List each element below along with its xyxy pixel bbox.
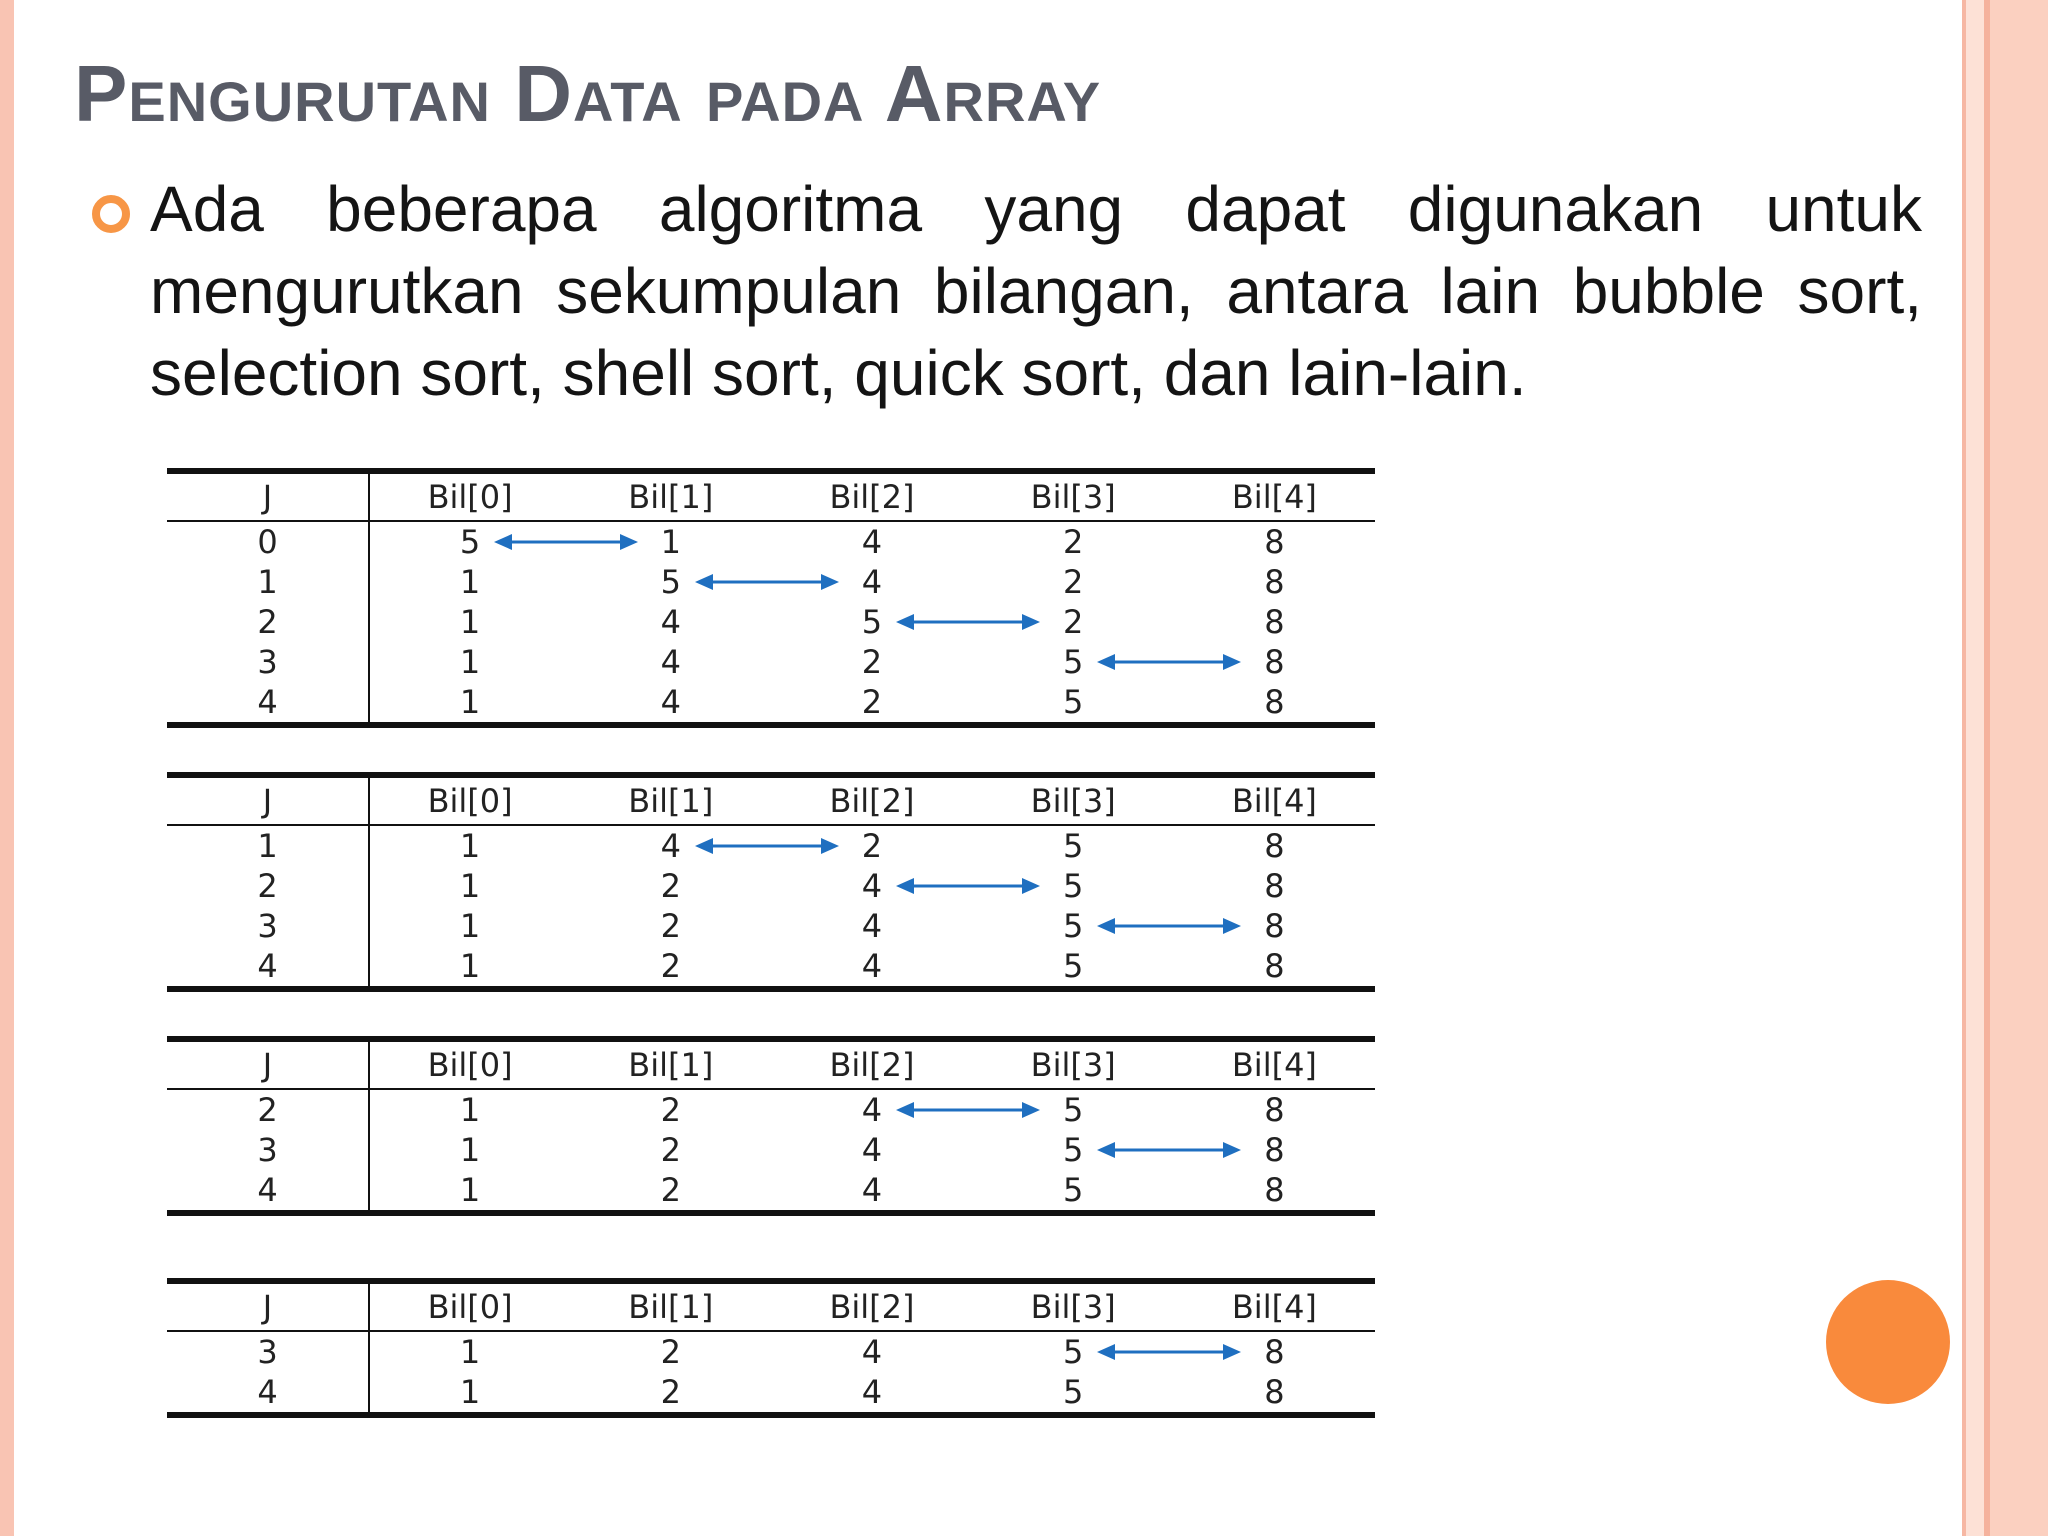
table-cell bbox=[771, 521, 972, 562]
table-cell bbox=[167, 1089, 369, 1130]
array-value: 8 bbox=[1264, 827, 1285, 865]
array-value: 1 bbox=[459, 1333, 481, 1371]
table-cell bbox=[973, 946, 1174, 989]
swap-arrow-icon bbox=[1077, 916, 1253, 936]
table-cell bbox=[167, 946, 369, 989]
step-index: 2 bbox=[257, 867, 278, 905]
array-value: 4 bbox=[861, 563, 883, 601]
array-value: 8 bbox=[1264, 1373, 1285, 1411]
table-row bbox=[167, 682, 1375, 725]
table-row bbox=[167, 562, 1375, 602]
table-cell bbox=[973, 682, 1174, 725]
table-cell bbox=[1174, 602, 1375, 642]
array-value: 5 bbox=[1062, 1373, 1084, 1411]
table-cell bbox=[973, 1170, 1174, 1213]
sort-pass-table bbox=[167, 468, 1375, 728]
right-border-stripe bbox=[1966, 0, 1984, 1536]
table-cell bbox=[1174, 682, 1375, 725]
array-value: 4 bbox=[861, 523, 883, 561]
array-value: 5 bbox=[1062, 867, 1084, 905]
table-cell bbox=[167, 1130, 369, 1170]
array-value: 4 bbox=[861, 1373, 883, 1411]
column-header-bil: Bil[0] bbox=[369, 1039, 570, 1089]
column-header-bil: Bil[2] bbox=[771, 1039, 972, 1089]
table-cell bbox=[369, 866, 570, 906]
table-cell bbox=[570, 1130, 771, 1170]
array-value: 8 bbox=[1264, 1131, 1285, 1169]
column-header-bil: Bil[2] bbox=[771, 471, 972, 521]
table-cell bbox=[570, 1170, 771, 1213]
table-cell bbox=[1174, 1089, 1375, 1130]
array-value: 2 bbox=[660, 907, 681, 945]
table-row bbox=[167, 602, 1375, 642]
table-cell bbox=[771, 1170, 972, 1213]
table-cell bbox=[1174, 825, 1375, 866]
swap-arrow-icon bbox=[876, 876, 1052, 896]
column-header-bil: Bil[4] bbox=[1174, 775, 1375, 825]
swap-arrow-icon bbox=[1077, 1342, 1253, 1362]
table-cell bbox=[167, 825, 369, 866]
table-row bbox=[167, 642, 1375, 682]
table-row bbox=[167, 521, 1375, 562]
array-value: 1 bbox=[459, 1373, 481, 1411]
array-value: 5 bbox=[1063, 643, 1083, 681]
table-cell bbox=[167, 521, 369, 562]
array-value: 8 bbox=[1264, 1091, 1285, 1129]
column-header-bil: Bil[1] bbox=[570, 775, 771, 825]
table-cell bbox=[570, 1372, 771, 1415]
table-cell bbox=[771, 946, 972, 989]
table-row bbox=[167, 1372, 1375, 1415]
step-index: 4 bbox=[257, 1373, 278, 1411]
table-cell bbox=[369, 682, 570, 725]
table-cell bbox=[771, 866, 972, 906]
table-cell bbox=[369, 1130, 570, 1170]
table-row bbox=[167, 946, 1375, 989]
table-cell bbox=[369, 562, 570, 602]
array-value: 4 bbox=[861, 1171, 883, 1209]
table-cell bbox=[771, 642, 972, 682]
array-value: 4 bbox=[861, 947, 883, 985]
table-row bbox=[167, 1170, 1375, 1213]
decorative-circle bbox=[1826, 1280, 1950, 1404]
table-cell bbox=[570, 825, 771, 866]
array-value: 5 bbox=[1063, 1333, 1083, 1371]
table-row bbox=[167, 1089, 1375, 1130]
table-cell bbox=[167, 562, 369, 602]
table-cell bbox=[167, 906, 369, 946]
array-value: 4 bbox=[660, 643, 681, 681]
array-value: 2 bbox=[861, 683, 883, 721]
table-cell bbox=[771, 1130, 972, 1170]
table-cell bbox=[369, 906, 570, 946]
column-header-bil: Bil[4] bbox=[1174, 471, 1375, 521]
table-cell bbox=[1174, 1372, 1375, 1415]
column-header-bil: Bil[1] bbox=[570, 1039, 771, 1089]
array-value: 1 bbox=[459, 563, 481, 601]
table-cell bbox=[167, 642, 369, 682]
table-cell bbox=[771, 1089, 972, 1130]
table-cell bbox=[369, 642, 570, 682]
array-value: 2 bbox=[660, 947, 681, 985]
table-cell bbox=[167, 866, 369, 906]
sort-step-table bbox=[167, 1036, 1375, 1216]
table-cell bbox=[1174, 946, 1375, 989]
table-row bbox=[167, 1130, 1375, 1170]
column-header-bil: Bil[1] bbox=[570, 1281, 771, 1331]
array-value: 8 bbox=[1264, 907, 1285, 945]
array-value: 2 bbox=[660, 867, 681, 905]
swap-arrow-icon bbox=[1077, 652, 1253, 672]
array-value: 2 bbox=[1062, 523, 1084, 561]
column-header-bil: Bil[3] bbox=[973, 1039, 1174, 1089]
array-value: 5 bbox=[1062, 1091, 1084, 1129]
array-value: 2 bbox=[660, 1373, 681, 1411]
array-value: 1 bbox=[459, 827, 481, 865]
column-header-bil: Bil[4] bbox=[1174, 1281, 1375, 1331]
table-cell bbox=[570, 866, 771, 906]
array-value: 8 bbox=[1264, 683, 1285, 721]
table-cell bbox=[369, 1331, 570, 1372]
sort-step-table bbox=[167, 1278, 1375, 1418]
table-cell bbox=[570, 1089, 771, 1130]
step-index: 2 bbox=[257, 1091, 278, 1129]
table-cell bbox=[570, 906, 771, 946]
array-value: 1 bbox=[459, 643, 481, 681]
sort-pass-table bbox=[167, 1278, 1375, 1418]
step-index: 0 bbox=[257, 523, 278, 561]
table-cell bbox=[771, 1331, 972, 1372]
swap-arrow-icon bbox=[675, 572, 851, 592]
table-row bbox=[167, 906, 1375, 946]
column-header-bil: Bil[3] bbox=[973, 471, 1174, 521]
table-cell bbox=[570, 946, 771, 989]
table-cell bbox=[1174, 521, 1375, 562]
array-value: 1 bbox=[459, 1131, 481, 1169]
array-value: 8 bbox=[1264, 523, 1285, 561]
array-value: 4 bbox=[862, 867, 882, 905]
table-cell bbox=[369, 1170, 570, 1213]
step-index: 2 bbox=[257, 603, 278, 641]
step-index: 4 bbox=[257, 683, 278, 721]
table-cell bbox=[167, 1331, 369, 1372]
array-value: 4 bbox=[861, 1333, 883, 1371]
table-cell bbox=[369, 825, 570, 866]
bullet-ring-icon bbox=[92, 195, 130, 233]
table-cell bbox=[771, 602, 972, 642]
array-value: 4 bbox=[660, 603, 681, 641]
swap-arrow-icon bbox=[876, 1100, 1052, 1120]
table-cell bbox=[973, 562, 1174, 602]
bullet-text: Ada beberapa algoritma yang dapat digunakan untuk mengurutkan sekumpulan bilangan, antara lain bubble sort, selection sort, shell sort, quick sort, dan lain-lain. bbox=[150, 173, 1922, 409]
column-header-j: J bbox=[167, 775, 369, 825]
array-value: 5 bbox=[862, 603, 882, 641]
table-cell bbox=[973, 1331, 1174, 1372]
array-value: 2 bbox=[660, 1171, 681, 1209]
step-index: 4 bbox=[257, 1171, 278, 1209]
step-index: 1 bbox=[257, 827, 278, 865]
column-header-bil: Bil[3] bbox=[973, 775, 1174, 825]
slide-title: Pengurutan Data pada Array bbox=[74, 49, 1102, 138]
column-header-bil: Bil[0] bbox=[369, 775, 570, 825]
array-value: 5 bbox=[460, 523, 480, 561]
swap-arrow-icon bbox=[675, 836, 851, 856]
array-value: 8 bbox=[1264, 603, 1285, 641]
table-cell bbox=[973, 825, 1174, 866]
right-border-stripe bbox=[1990, 0, 2048, 1536]
array-value: 8 bbox=[1264, 563, 1285, 601]
array-value: 1 bbox=[459, 1091, 481, 1129]
column-header-j: J bbox=[167, 471, 369, 521]
array-value: 2 bbox=[660, 1333, 681, 1371]
column-header-bil: Bil[3] bbox=[973, 1281, 1174, 1331]
table-cell bbox=[973, 906, 1174, 946]
array-value: 5 bbox=[661, 563, 681, 601]
step-index: 4 bbox=[257, 947, 278, 985]
array-value: 1 bbox=[459, 907, 481, 945]
array-value: 1 bbox=[459, 867, 481, 905]
table-cell bbox=[973, 1130, 1174, 1170]
array-value: 5 bbox=[1062, 947, 1084, 985]
table-cell bbox=[973, 1372, 1174, 1415]
column-header-bil: Bil[1] bbox=[570, 471, 771, 521]
array-value: 2 bbox=[861, 643, 883, 681]
sort-pass-table bbox=[167, 772, 1375, 992]
column-header-j: J bbox=[167, 1281, 369, 1331]
table-cell bbox=[167, 682, 369, 725]
sort-step-table bbox=[167, 772, 1375, 992]
table-row bbox=[167, 866, 1375, 906]
table-cell bbox=[167, 1372, 369, 1415]
table-cell bbox=[771, 1372, 972, 1415]
array-value: 8 bbox=[1264, 1333, 1285, 1371]
bubble-sort-tables bbox=[167, 468, 1375, 1462]
table-row bbox=[167, 1331, 1375, 1372]
table-cell bbox=[369, 521, 570, 562]
array-value: 5 bbox=[1062, 1171, 1084, 1209]
array-value: 4 bbox=[661, 827, 681, 865]
table-cell bbox=[570, 602, 771, 642]
table-cell bbox=[570, 1331, 771, 1372]
array-value: 8 bbox=[1264, 947, 1285, 985]
left-border-stripe bbox=[0, 0, 14, 1536]
array-value: 1 bbox=[459, 683, 481, 721]
array-value: 1 bbox=[459, 1171, 481, 1209]
table-cell bbox=[771, 682, 972, 725]
array-value: 2 bbox=[1062, 563, 1084, 601]
step-index: 3 bbox=[257, 1333, 278, 1371]
table-cell bbox=[369, 602, 570, 642]
swap-arrow-icon bbox=[1077, 1140, 1253, 1160]
swap-arrow-icon bbox=[474, 532, 650, 552]
table-cell bbox=[973, 642, 1174, 682]
column-header-bil: Bil[2] bbox=[771, 775, 972, 825]
table-cell bbox=[1174, 1170, 1375, 1213]
column-header-bil: Bil[0] bbox=[369, 471, 570, 521]
array-value: 2 bbox=[660, 1091, 681, 1129]
array-value: 5 bbox=[1062, 683, 1084, 721]
array-value: 5 bbox=[1063, 907, 1083, 945]
array-value: 8 bbox=[1264, 643, 1285, 681]
array-value: 4 bbox=[660, 683, 681, 721]
table-row bbox=[167, 825, 1375, 866]
array-value: 1 bbox=[459, 947, 481, 985]
array-value: 5 bbox=[1062, 827, 1084, 865]
sort-pass-table bbox=[167, 1036, 1375, 1216]
array-value: 4 bbox=[861, 1131, 883, 1169]
step-index: 3 bbox=[257, 907, 278, 945]
column-header-bil: Bil[0] bbox=[369, 1281, 570, 1331]
array-value: 4 bbox=[862, 1091, 882, 1129]
array-value: 1 bbox=[459, 603, 481, 641]
table-cell bbox=[167, 1170, 369, 1213]
table-cell bbox=[570, 642, 771, 682]
column-header-j: J bbox=[167, 1039, 369, 1089]
step-index: 1 bbox=[257, 563, 278, 601]
table-cell bbox=[1174, 866, 1375, 906]
swap-arrow-icon bbox=[876, 612, 1052, 632]
column-header-bil: Bil[4] bbox=[1174, 1039, 1375, 1089]
table-cell bbox=[369, 946, 570, 989]
table-cell bbox=[771, 906, 972, 946]
table-cell bbox=[570, 562, 771, 602]
table-cell bbox=[369, 1372, 570, 1415]
array-value: 4 bbox=[861, 907, 883, 945]
step-index: 3 bbox=[257, 643, 278, 681]
array-value: 2 bbox=[660, 1131, 681, 1169]
sort-step-table bbox=[167, 468, 1375, 728]
table-cell bbox=[1174, 562, 1375, 602]
array-value: 2 bbox=[861, 827, 883, 865]
column-header-bil: Bil[2] bbox=[771, 1281, 972, 1331]
array-value: 2 bbox=[1062, 603, 1084, 641]
array-value: 1 bbox=[660, 523, 681, 561]
table-cell bbox=[973, 521, 1174, 562]
array-value: 8 bbox=[1264, 1171, 1285, 1209]
array-value: 8 bbox=[1264, 867, 1285, 905]
array-value: 5 bbox=[1063, 1131, 1083, 1169]
step-index: 3 bbox=[257, 1131, 278, 1169]
table-cell bbox=[570, 682, 771, 725]
table-cell bbox=[167, 602, 369, 642]
table-cell bbox=[369, 1089, 570, 1130]
